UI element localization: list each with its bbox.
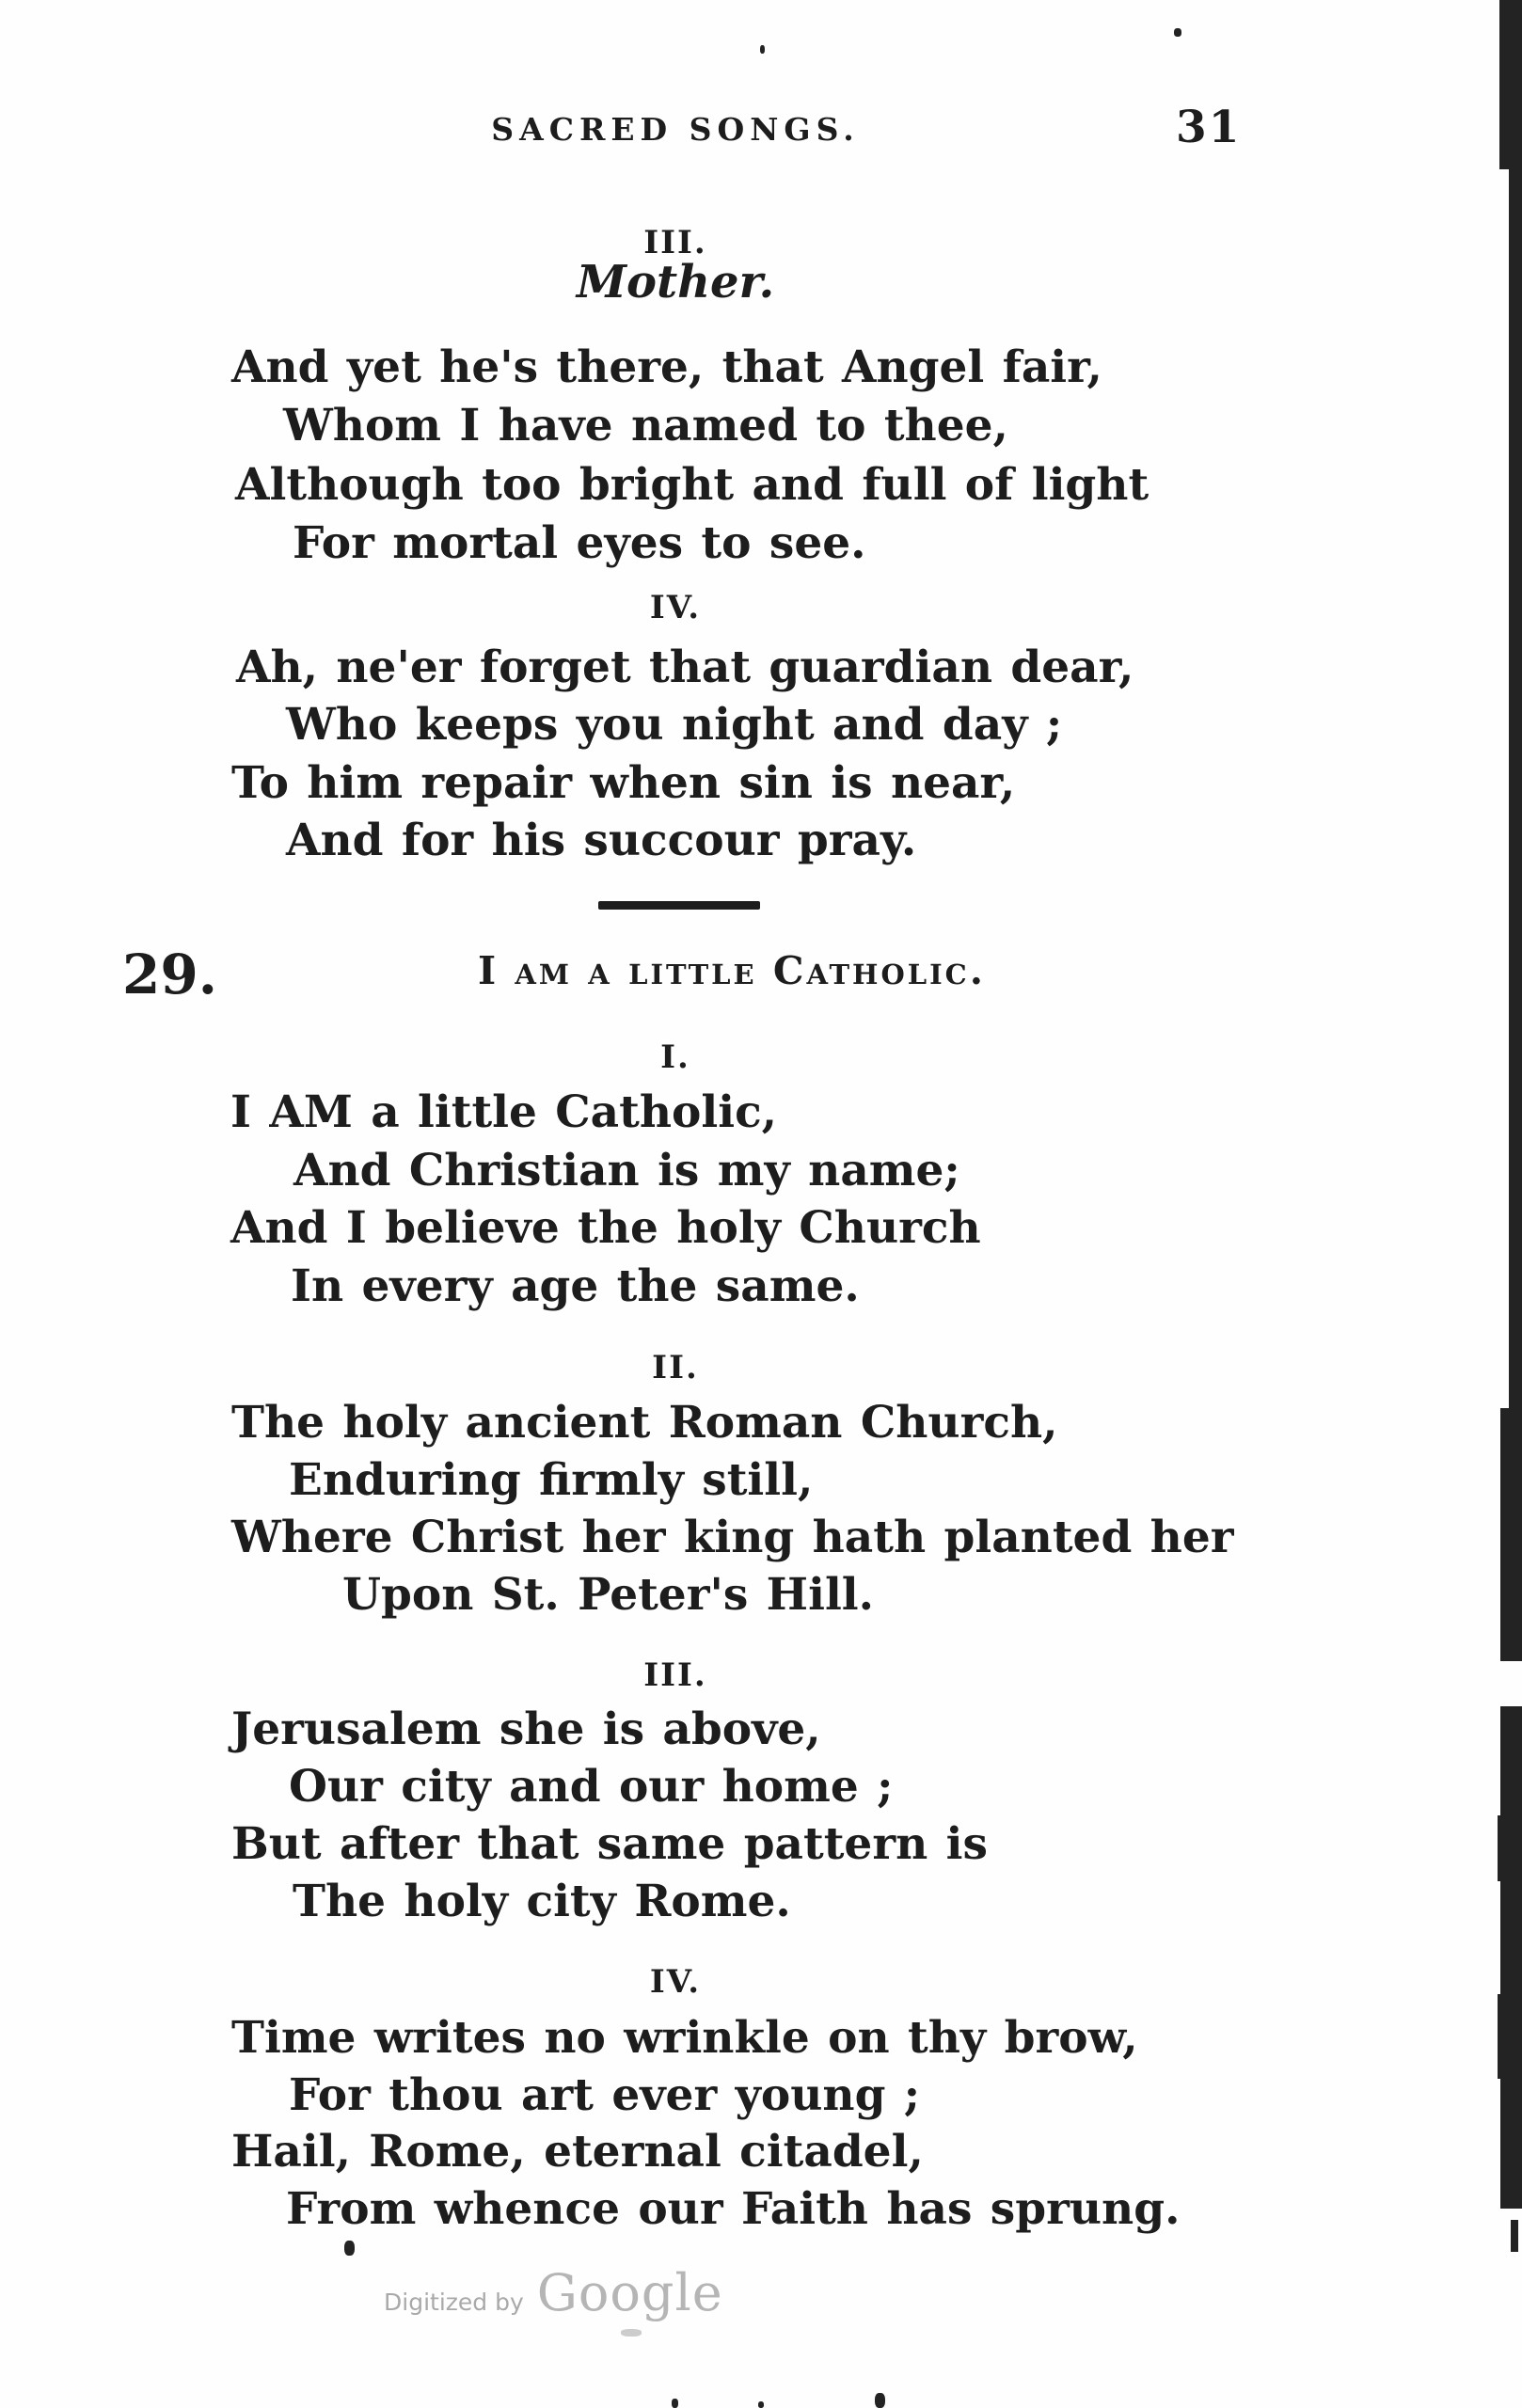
verse-line: Where Christ her king hath planted her [231,1512,1234,1563]
page-number: 31 [1176,102,1242,153]
song-title-catholic: I am a little Catholic. [477,948,987,993]
verse-line: Our city and our home ; [289,1761,894,1813]
gray-smudge [621,2329,642,2337]
verse-line: The holy ancient Roman Church, [231,1397,1058,1449]
running-title: SACRED SONGS. [491,111,860,148]
verse-line: Hail, Rome, eternal citadel, [231,2126,924,2178]
verse-line: Whom I have named to thee, [283,400,1008,452]
scan-edge-artifact [1511,2220,1518,2252]
ink-speck [875,2393,885,2408]
verse-line: From whence our Faith has sprung. [286,2183,1181,2235]
ink-speck [758,2401,764,2408]
verse-line: Upon St. Peter's Hill. [342,1569,875,1621]
verse-line: Time writes no wrinkle on thy brow, [231,2012,1138,2064]
verse-line: And yet he's there, that Angel fair, [231,341,1102,393]
verse-line: Who keeps you night and day ; [286,699,1063,751]
verse-line: For thou art ever young ; [289,2069,921,2121]
song-number: 29. [122,943,217,1006]
verse-line: Jerusalem she is above, [231,1703,821,1755]
verse-line: I AM a little Catholic, [230,1086,778,1138]
section-numeral-iii: III. [643,224,707,261]
scan-edge-artifact [1499,0,1522,169]
watermark-prefix: Digitized by [384,2289,524,2316]
scan-edge-artifact [1498,1994,1507,2079]
song-title-mother: Mother. [576,256,775,309]
digitized-by-google-watermark [384,2263,723,2322]
verse-line: Enduring firmly still, [289,1454,814,1506]
section-divider-rule [598,901,760,910]
section-numeral-3: III. [643,1656,707,1694]
scan-edge-gap [1500,1661,1522,1706]
verse-line: And for his succour pray. [286,815,917,866]
ink-speck [344,2241,355,2256]
scan-edge-artifact [1498,1815,1509,1881]
verse-line: For mortal eyes to see. [293,517,866,569]
ink-speck [1174,28,1181,37]
verse-line: But after that same pattern is [231,1818,988,1870]
section-numeral-1: I. [660,1038,690,1076]
verse-line: The holy city Rome. [293,1876,791,1927]
verse-line: Ah, ne'er forget that guardian dear, [236,642,1134,693]
verse-line: Although too bright and full of light [235,459,1149,511]
verse-line: To him repair when sin is near, [231,757,1016,809]
ink-speck [760,45,765,54]
section-numeral-2: II. [652,1349,699,1386]
section-numeral-iv: IV. [649,589,702,626]
ink-speck [672,2399,678,2408]
section-numeral-4: IV. [649,1963,702,2001]
google-logo: Google [536,2263,723,2322]
scan-edge-artifact [1500,1408,1522,2209]
verse-line: In every age the same. [291,1260,860,1312]
verse-line: And I believe the holy Church [230,1202,981,1254]
verse-line: And Christian is my name; [293,1145,960,1196]
